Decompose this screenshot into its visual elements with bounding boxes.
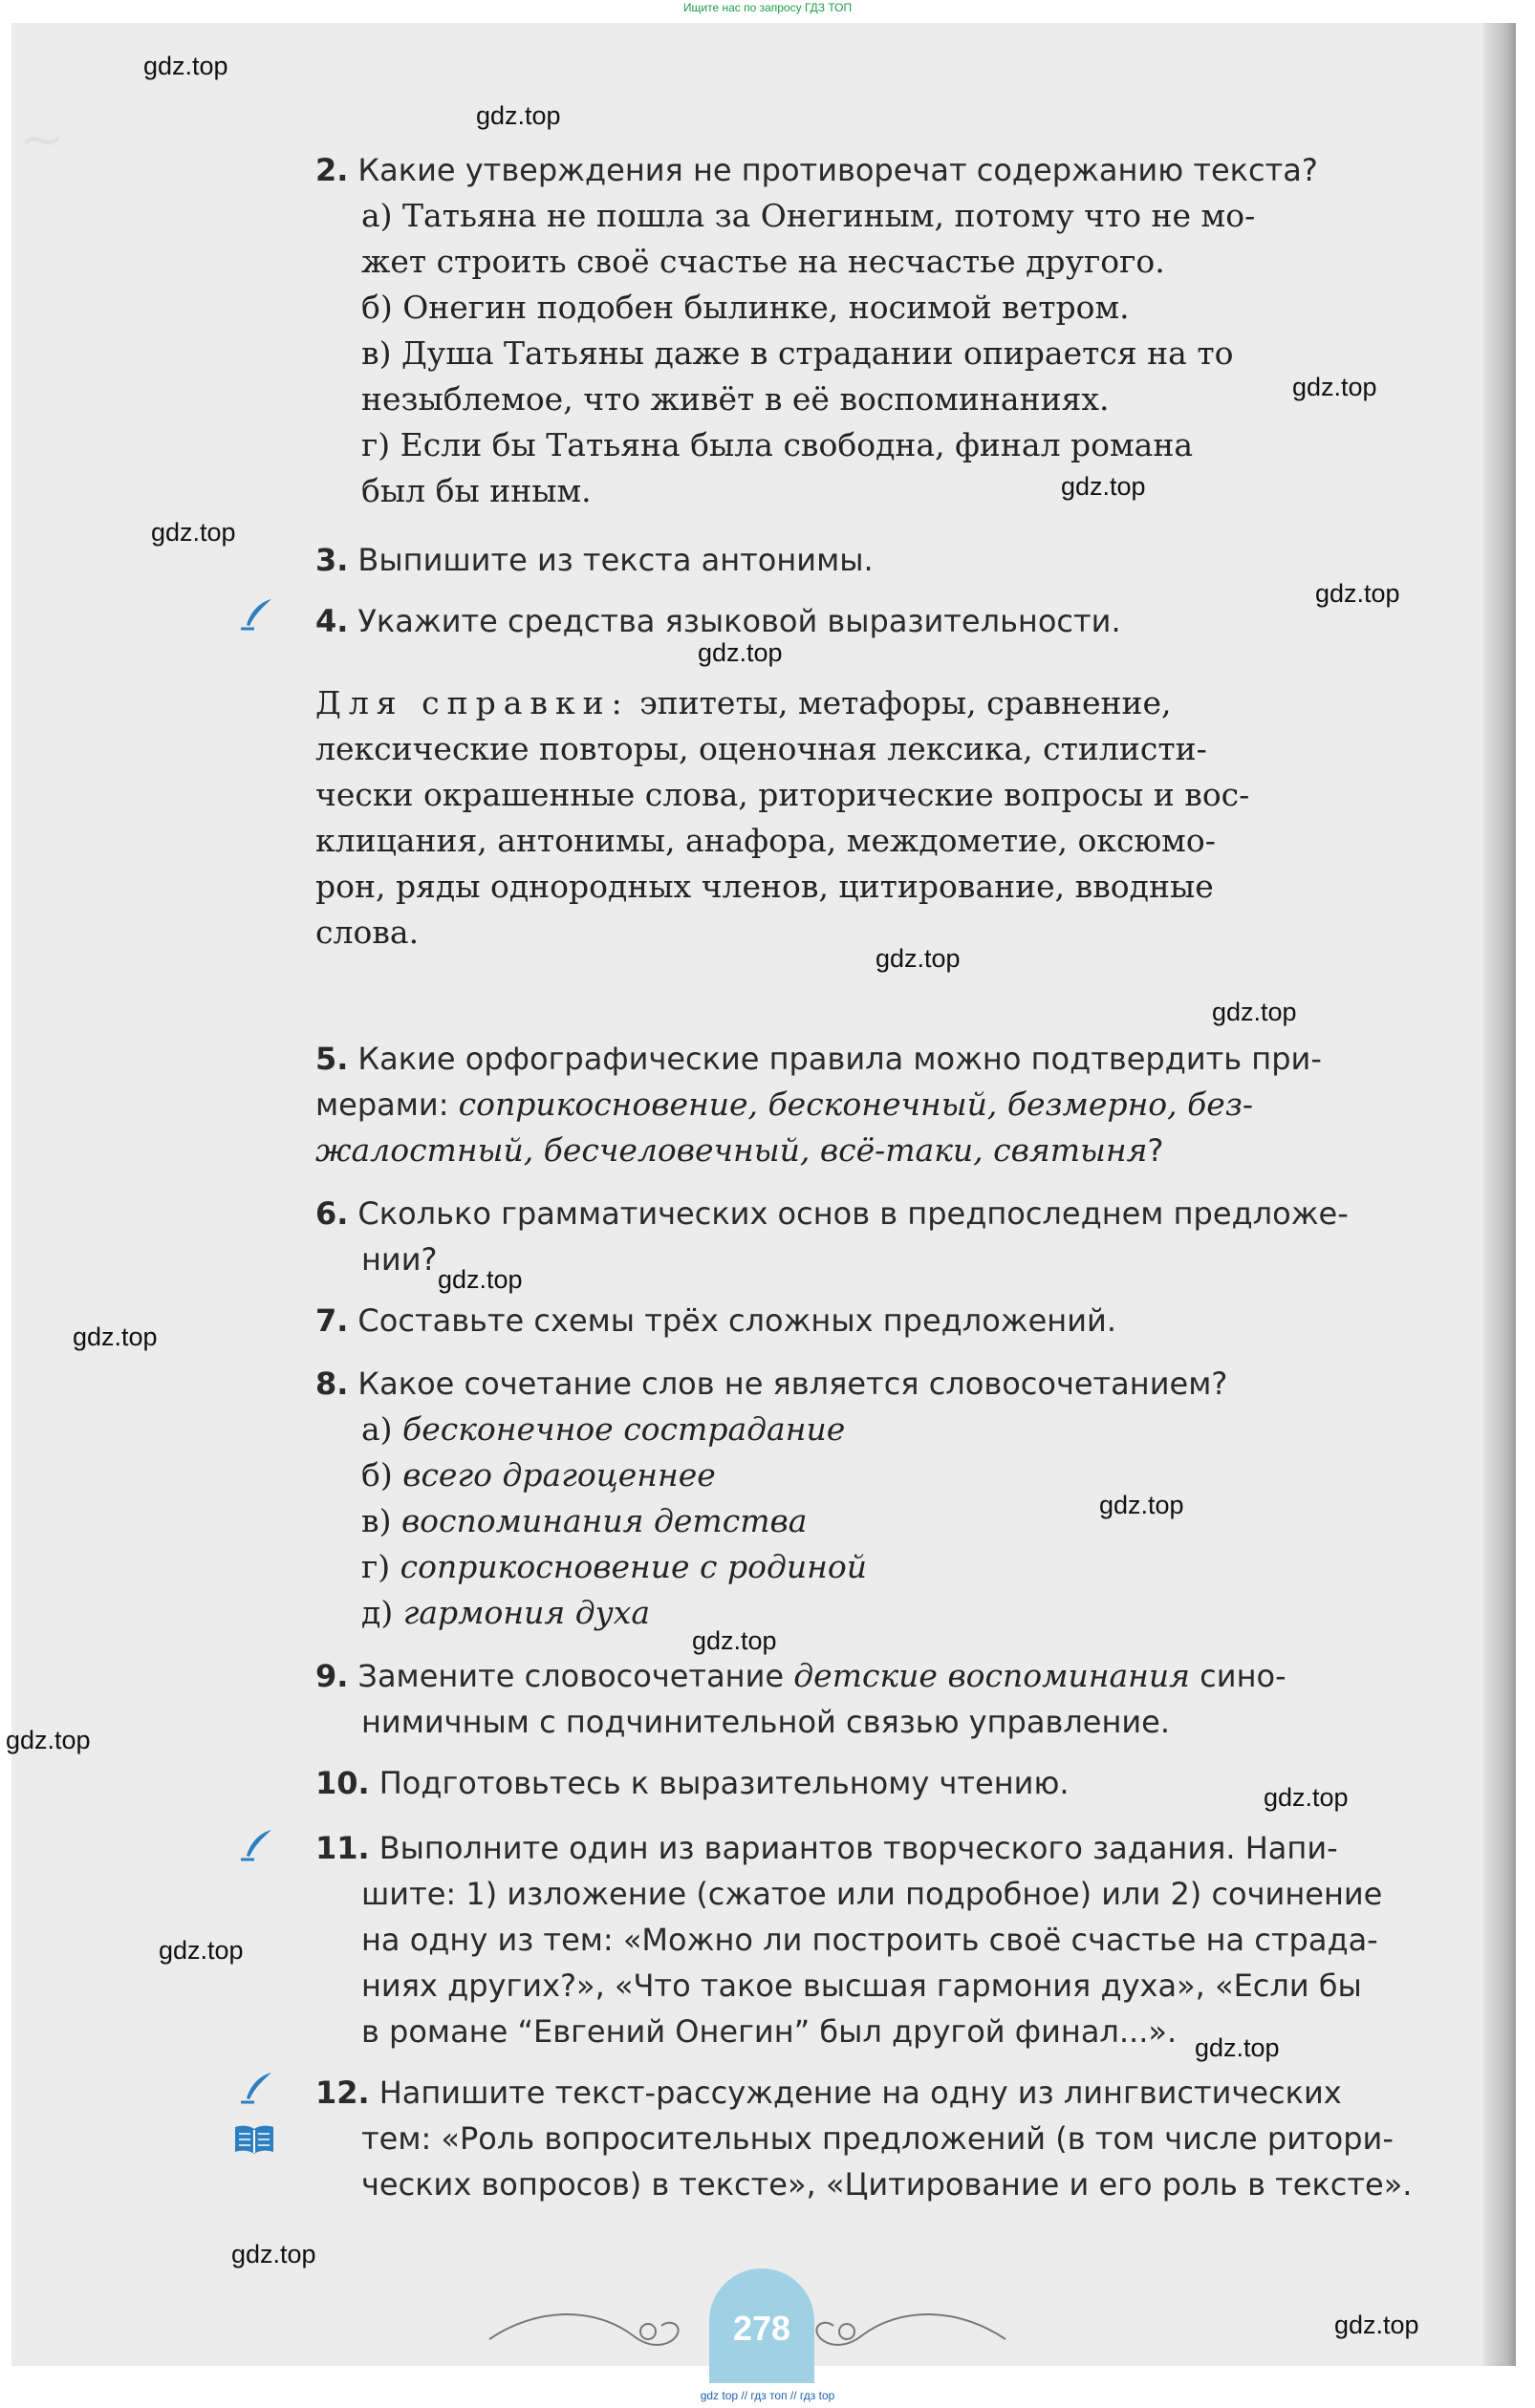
- watermark: gdz.top: [151, 518, 236, 547]
- question-4-reference-line3: чески окрашенные слова, риторические вопросы и вос-: [315, 776, 1250, 813]
- question-2-option-c-line2: незыблемое, что живёт в её воспоминаниях.: [361, 380, 1110, 418]
- question-11-line1: 11. Выполните один из вариантов творческого задания. Напи-: [315, 1830, 1338, 1866]
- question-2-option-d-line1: г) Если бы Татьяна была свободна, финал романа: [361, 426, 1194, 463]
- top-banner[interactable]: Ищите нас по запросу ГДЗ ТОП: [682, 1, 853, 14]
- watermark: gdz.top: [1061, 472, 1146, 501]
- question-9-line1: 9. Замените словосочетание детские воспоминания сино-: [315, 1657, 1286, 1694]
- question-7: 7. Составьте схемы трёх сложных предложений.: [315, 1302, 1116, 1339]
- watermark: gdz.top: [876, 944, 961, 973]
- question-11-line4: ниях других?», «Что такое высшая гармония духа», «Если бы: [361, 1967, 1362, 2004]
- watermark: gdz.top: [1099, 1491, 1184, 1519]
- watermark: gdz.top: [698, 638, 783, 667]
- watermark: gdz.top: [1292, 373, 1377, 401]
- question-2-option-c-line1: в) Душа Татьяны даже в страдании опирается на то: [361, 334, 1234, 372]
- exercise-content: [11, 23, 1516, 2366]
- question-8: 8. Какое сочетание слов не является словосочетанием?: [315, 1365, 1228, 1402]
- question-4-reference-line1: Для справки: эпитеты, метафоры, сравнение,: [315, 684, 1172, 721]
- question-4: 4. Укажите средства языковой выразительности.: [315, 603, 1121, 639]
- margin-script-decoration: ~: [19, 109, 64, 171]
- question-5-line3: жалостный, бесчеловечный, всё-таки, святыня?: [315, 1131, 1164, 1169]
- question-4-reference-line6: слова.: [315, 914, 420, 951]
- quill-pen-icon: [237, 596, 275, 634]
- question-12-line1: 12. Напишите текст-рассуждение на одну из лингвистических: [315, 2075, 1342, 2111]
- question-9-line2: нимичным с подчинительной связью управление.: [361, 1704, 1171, 1740]
- watermark: gdz.top: [692, 1626, 777, 1655]
- question-6-line2: нии?: [361, 1241, 438, 1278]
- watermark: gdz.top: [476, 101, 561, 130]
- question-8-option-b: б) всего драгоценнее: [361, 1456, 716, 1494]
- watermark: gdz.top: [231, 2240, 316, 2268]
- watermark: gdz.top: [1195, 2033, 1280, 2062]
- question-2: 2. Какие утверждения не противоречат содержанию текста?: [315, 152, 1318, 188]
- watermark: gdz.top: [1264, 1783, 1349, 1812]
- watermark: gdz.top: [6, 1726, 91, 1754]
- question-4-reference-line2: лексические повторы, оценочная лексика, стилисти-: [315, 730, 1207, 767]
- watermark: gdz.top: [159, 1936, 244, 1965]
- quill-pen-icon: [237, 1827, 275, 1865]
- question-5-line2: мерами: соприкосновение, бесконечный, безмерно, без-: [315, 1086, 1253, 1123]
- question-8-option-d: г) соприкосновение с родиной: [361, 1548, 868, 1585]
- watermark: gdz.top: [143, 52, 228, 80]
- question-8-option-a: а) бесконечное сострадание: [361, 1410, 846, 1448]
- question-8-option-e: д) гармония духа: [361, 1594, 651, 1631]
- bottom-footer[interactable]: gdz top // гдз топ // гдз top: [700, 2389, 835, 2402]
- watermark: gdz.top: [73, 1322, 158, 1351]
- open-book-icon: [233, 2121, 275, 2160]
- reference-label: Для справки:: [315, 684, 630, 721]
- question-3: 3. Выпишите из текста антонимы.: [315, 542, 874, 578]
- page-number: 278: [732, 2309, 791, 2348]
- question-6-line1: 6. Сколько грамматических основ в предпоследнем предложе-: [315, 1195, 1349, 1232]
- question-12-line3: ческих вопросов) в тексте», «Цитирование и его роль в тексте».: [361, 2166, 1413, 2203]
- question-2-option-d-line2: был бы иным.: [361, 472, 592, 509]
- question-5-line1: 5. Какие орфографические правила можно подтвердить при-: [315, 1041, 1322, 1077]
- question-11-line5: в романе “Евгений Онегин” был другой финал...».: [361, 2013, 1178, 2050]
- question-11-line3: на одну из тем: «Можно ли построить своё счастье на страда-: [361, 1922, 1378, 1958]
- question-4-reference-line5: рон, ряды однородных членов, цитирование, вводные: [315, 868, 1214, 905]
- question-12-line2: тем: «Роль вопросительных предложений (в том числе ритори-: [361, 2120, 1394, 2157]
- watermark: gdz.top: [1212, 998, 1297, 1026]
- quill-pen-icon: [237, 2070, 275, 2108]
- question-2-option-a-line1: а) Татьяна не пошла за Онегиным, потому что не мо-: [361, 197, 1256, 234]
- question-4-reference-line4: клицания, антонимы, анафора, междометие, оксюмо-: [315, 822, 1216, 859]
- watermark: gdz.top: [1334, 2311, 1419, 2339]
- watermark: gdz.top: [438, 1265, 523, 1294]
- question-11-line2: шите: 1) изложение (сжатое или подробное) или 2) сочинение: [361, 1876, 1383, 1912]
- question-2-option-a-line2: жет строить своё счастье на несчастье другого.: [361, 243, 1165, 280]
- question-8-option-c: в) воспоминания детства: [361, 1502, 808, 1539]
- watermark: gdz.top: [1315, 579, 1400, 608]
- question-2-option-b: б) Онегин подобен былинке, носимой ветром.: [361, 289, 1130, 326]
- question-10: 10. Подготовьтесь к выразительному чтению.: [315, 1765, 1070, 1801]
- book-page: [11, 23, 1516, 2366]
